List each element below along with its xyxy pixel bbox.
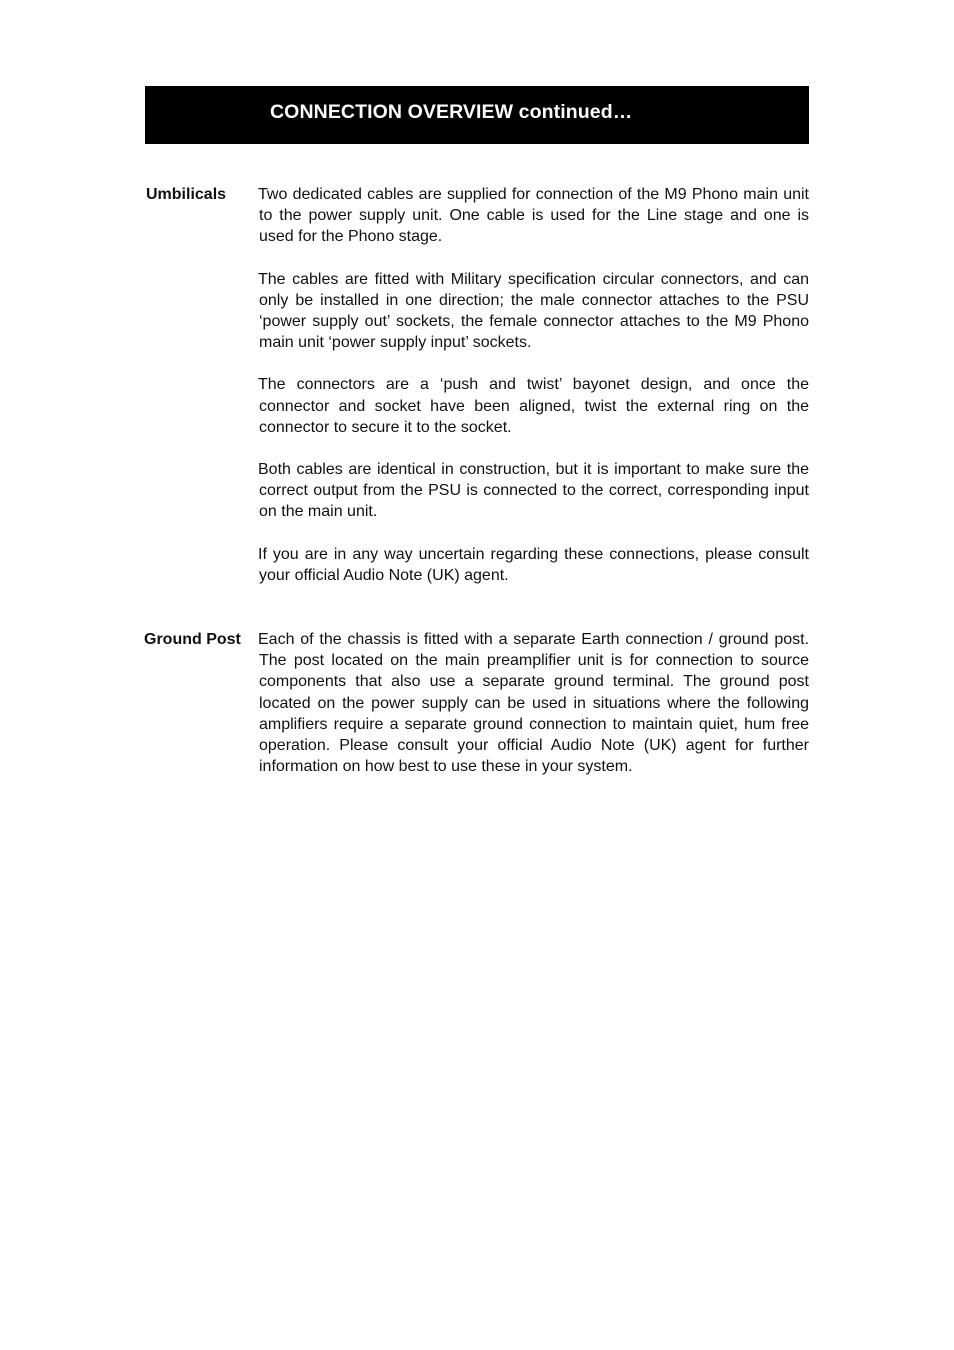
- ground-post-body: [259, 629, 809, 777]
- umbilicals-body: [259, 184, 809, 586]
- umbilicals-paragraph-4: Both cables are identical in construction, but it is important to make sure the correct output from the PSU is connected to the correct, corresponding input on the main unit.: [258, 461, 809, 521]
- umbilicals-label: Umbilicals: [146, 186, 227, 203]
- page-title: CONNECTION OVERVIEW continued…: [270, 101, 633, 123]
- section-header-bar: [145, 86, 809, 144]
- umbilicals-paragraph-3: The connectors are a ‘push and twist’ bayonet design, and once the connector and socket have been aligned, twist the external ring on the connector to secure it to the socket.: [258, 376, 809, 436]
- ground-post-label: Ground Post: [144, 631, 241, 648]
- ground-post-paragraph-1: Each of the chassis is fitted with a separate Earth connection / ground post. The post located on the main preamplifier unit is for connection to source components that also use a separate ground terminal. The ground post located on the power supply can be used in situations where the following amplifiers require a separate ground connection to maintain quiet, hum free operation. Please consult your official Audio Note (UK) agent for further information on how best to use these in your system.: [258, 631, 809, 776]
- umbilicals-paragraph-1: Two dedicated cables are supplied for connection of the M9 Phono main unit to the power supply unit. One cable is used for the Line stage and one is used for the Phono stage.: [258, 186, 809, 246]
- umbilicals-paragraph-5: If you are in any way uncertain regarding these connections, please consult your official Audio Note (UK) agent.: [258, 545, 809, 584]
- umbilicals-paragraph-2: The cables are fitted with Military specification circular connectors, and can only be installed in one direction; the male connector attaches to the PSU ‘power supply out’ sockets, the female connector attaches to the M9 Phono main unit ‘power supply input’ sockets.: [258, 270, 809, 352]
